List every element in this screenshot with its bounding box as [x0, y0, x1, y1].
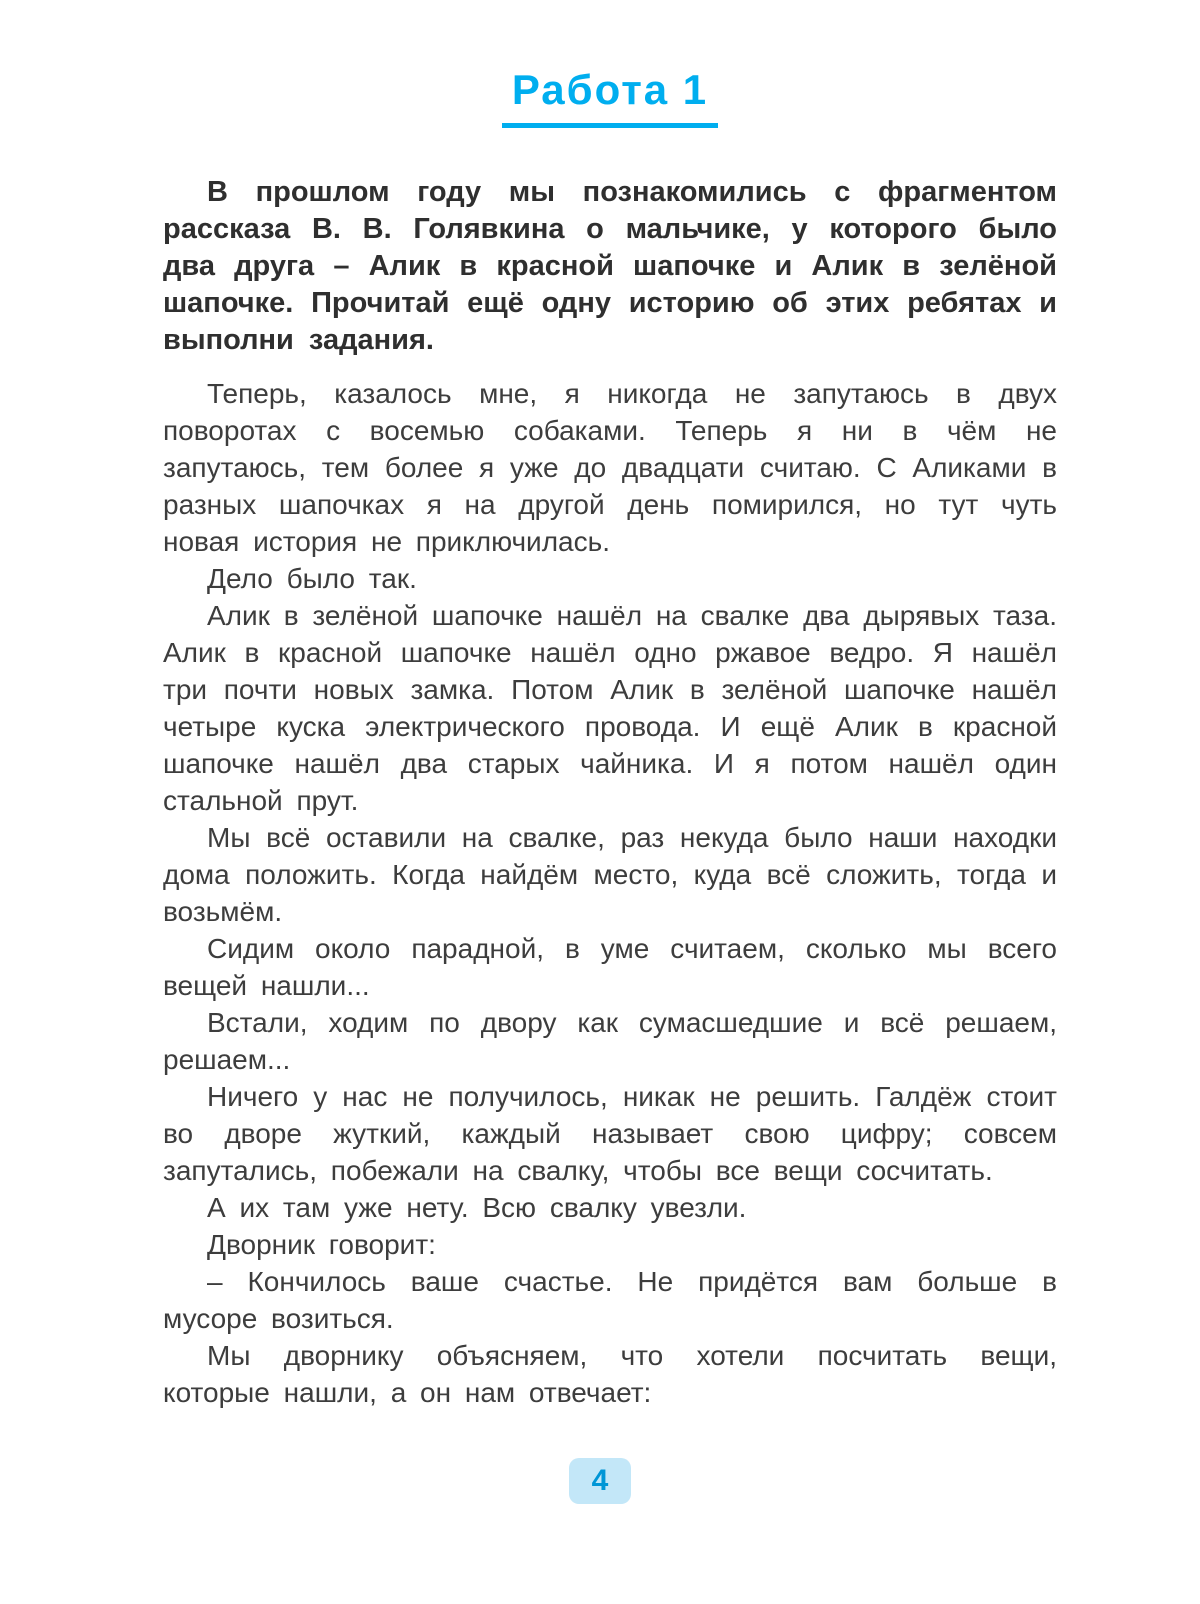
- story-paragraph: Ничего у нас не получилось, никак не решить. Галдёж стоит во дворе жуткий, каждый называет свою цифру; совсем запутались, побежали на свалку, чтобы все вещи сосчитать.: [163, 1081, 1057, 1186]
- page-number-badge: 4: [569, 1458, 631, 1504]
- story-paragraph: Дело было так.: [207, 563, 417, 594]
- story-paragraph: А их там уже нету. Всю свалку увезли.: [207, 1192, 747, 1223]
- intro-paragraph: В прошлом году мы познакомились с фрагментом рассказа В. В. Голявкина о мальчике, у которого было два друга – Алик в красной шапочке и Алик в зелёной шапочке. Прочитай ещё одну историю об этих ребятах и выполни задания.: [163, 176, 1057, 356]
- story-paragraph: Мы всё оставили на свалке, раз некуда было наши находки дома положить. Когда найдём место, куда всё сложить, тогда и возьмём.: [163, 822, 1057, 927]
- page-title: Работа 1: [502, 66, 718, 128]
- story-text: [163, 375, 1057, 1411]
- story-paragraph: Теперь, казалось мне, я никогда не запутаюсь в двух поворотах с восемью собаками. Теперь я ни в чём не запутаюсь, тем более я уже до двадцати считаю. С Аликами в разных шапочках я на другой день помирился, но тут чуть новая история не приключилась.: [163, 378, 1057, 557]
- story-paragraph: Встали, ходим по двору как сумасшедшие и всё решаем, решаем...: [163, 1007, 1057, 1075]
- title-wrap: [163, 66, 1057, 128]
- story-paragraph: Сидим около парадной, в уме считаем, сколько мы всего вещей нашли...: [163, 933, 1057, 1001]
- story-paragraph: Алик в зелёной шапочке нашёл на свалке два дырявых таза. Алик в красной шапочке нашёл одно ржавое ведро. Я нашёл три почти новых замка. Потом Алик в зелёной шапочке нашёл четыре куска электрического провода. И ещё Алик в красной шапочке нашёл два старых чайника. И я потом нашёл один стальной прут.: [163, 600, 1057, 816]
- story-paragraph: Дворник говорит:: [207, 1229, 436, 1260]
- story-paragraph: – Кончилось ваше счастье. Не придётся вам больше в мусоре возиться.: [163, 1266, 1057, 1334]
- story-paragraph: Мы дворнику объясняем, что хотели посчитать вещи, которые нашли, а он нам отвечает:: [163, 1340, 1057, 1408]
